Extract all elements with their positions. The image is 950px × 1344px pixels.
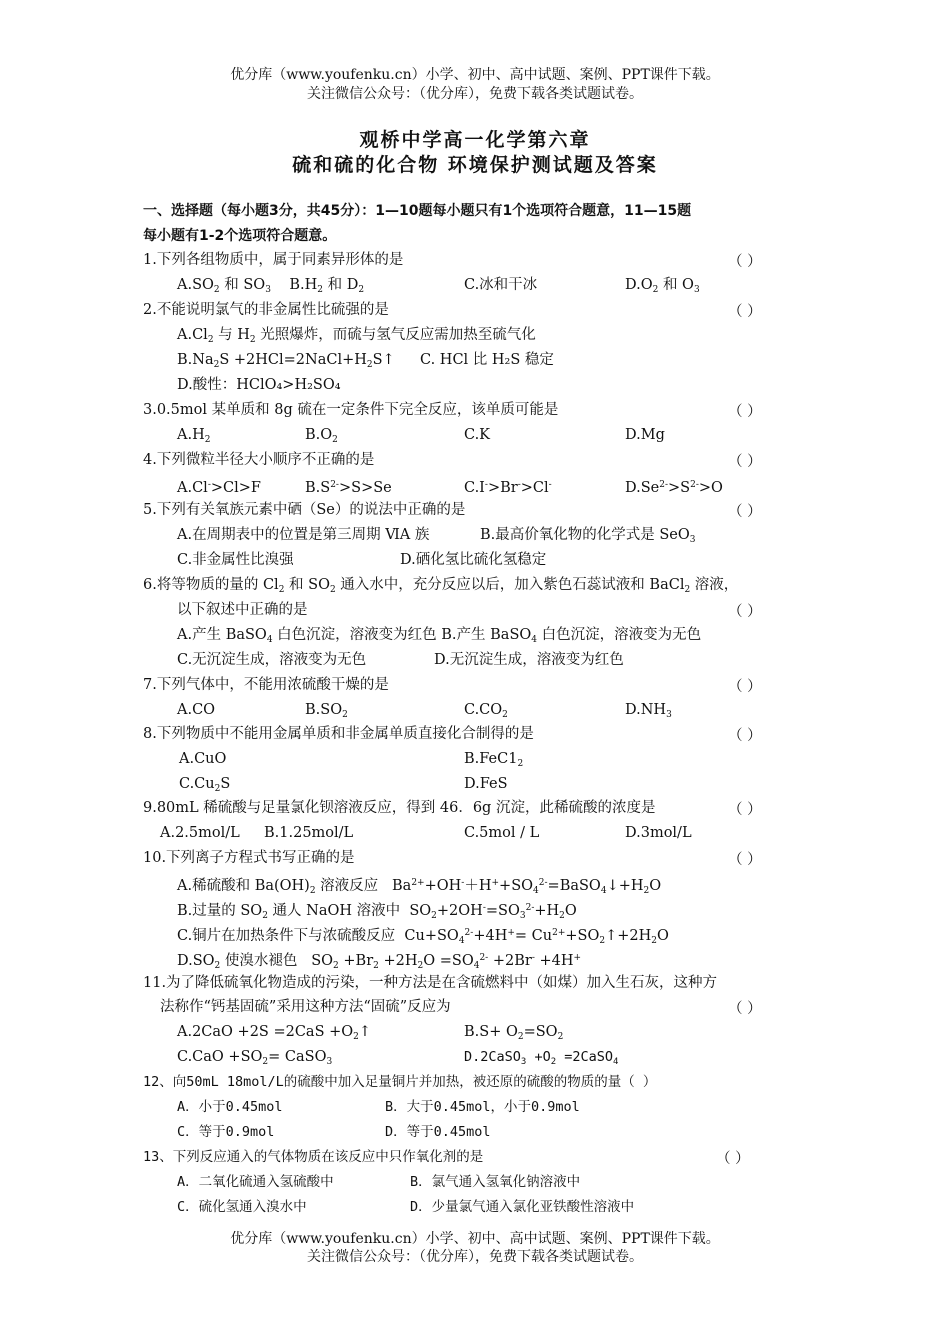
question-5: 5.下列有关氧族元素中硒（Se）的说法中正确的是 [143,502,466,518]
q11-option-b: $B.S+ O_2=SO_2$ [464,1024,564,1042]
q10-option-d: $D.SO_2$ 使溴水褪色 $SO_2 +Br_2 +2H_2O =SO_4^{2-} +2Br^- +4H^+$ [177,953,582,971]
q4-option-c: C.I->Br->Cl- [464,480,552,496]
q4-option-a: A.Cl->Cl>F [177,480,261,496]
answer-bracket: （ ） [728,604,762,620]
question-12: 12、向50mL 18mol/L的硫酸中加入足量铜片并加热，被还原的硫酸的物质的量（ ） [143,1074,657,1090]
q1-option-c: C.冰和干冰 [464,277,538,293]
q9-option-c: C.5mol / L [464,825,540,841]
question-11: 11.为了降低硫氧化物造成的污染，一种方法是在含硫燃料中（如煤）加入生石灰，这种方 [143,975,718,991]
question-7: 7.下列气体中，不能用浓硫酸干燥的是 [143,677,389,693]
question-9: 9.80mL 稀硫酸与足量氯化钡溶液反应，得到 46．6g 沉淀，此稀硫酸的浓度是 [143,800,656,816]
footer-line-2: 关注微信公众号：（优分库），免费下载各类试题试卷。 [307,1249,643,1265]
q5-option-a: A.在周期表中的位置是第三周期 ⅥA 族 [177,527,430,543]
q4-option-d: $D.Se^{2-}>S^{2-}>O$ [625,480,723,496]
answer-bracket: （ ） [728,728,762,744]
header-line-2: 关注微信公众号：（优分库），免费下载各类试题试卷。 [307,86,643,102]
answer-bracket: （ ） [728,454,762,470]
question-4: 4.下列微粒半径大小顺序不正确的是 [143,452,375,468]
q13-option-c: C．硫化氢通入溴水中 [177,1199,307,1215]
q3-option-a: $A.H_2$ [177,427,211,445]
q8-option-c: $C.Cu_2S$ [179,776,231,794]
question-11-cont: 法称作“钙基固硫”采用这种方法“固硫”反应为 [160,999,451,1015]
question-3: 3.0.5mol 某单质和 8g 硫在一定条件下完全反应，该单质可能是 [143,402,559,418]
q13-option-a: A．二氧化硫通入氢硫酸中 [177,1174,334,1190]
question-6-cont: 以下叙述中正确的是 [177,602,308,618]
q9-option-d: D.3mol/L [625,825,692,841]
page-title: 观桥中学高一化学第六章 [359,129,591,151]
footer-line-1: 优分库（www.youfenku.cn）小学、初中、高中试题、案例、PPT课件下载。 [230,1231,720,1247]
q3-option-b: $B.O_2$ [305,427,338,445]
question-13: 13、下列反应通入的气体物质在该反应中只作氧化剂的是 [143,1149,484,1165]
q11-option-c: $C.CaO +SO_2=$ CaSO$_3$ [177,1049,333,1067]
q12-option-a: A．小于0.45mol [177,1099,283,1115]
q13-option-b: B．氯气通入氢氧化钠溶液中 [410,1174,581,1190]
q3-option-d: D.Mg [625,427,665,443]
q1-option-d: $D.O_2$ 和 $O_3$ [625,277,700,295]
q2-option-d: D.酸性：HClO₄>H₂SO₄ [177,377,341,393]
answer-bracket: （ ） [728,852,762,868]
q2-option-a: $A.Cl_2$ 与 $H_2$ 光照爆炸，而硫与氢气反应需加热至硫气化 [177,327,536,345]
q13-option-d: D．少量氯气通入氯化亚铁酸性溶液中 [410,1199,635,1215]
answer-bracket: （ ） [728,404,762,420]
answer-bracket: （ ） [716,1151,750,1167]
question-1: 1.下列各组物质中，属于同素异形体的是 [143,252,404,268]
q7-option-b: $B.SO_2$ [305,702,348,720]
q6-option-a: A.产生 BaSO$_4$ 白色沉淀，溶液变为红色 B.产生 BaSO$_4$ 白色沉淀，溶液变为无色 [177,627,702,645]
question-2: 2.不能说明氯气的非金属性比硫强的是 [143,302,389,318]
q12-option-b: B．大于0.45mol，小于0.9mol [385,1099,580,1115]
question-8: 8.下列物质中不能用金属单质和非金属单质直接化合制得的是 [143,726,534,742]
q4-option-b: $B.S^{2-}>S>Se$ [305,480,392,496]
q2-option-c: C. HCl 比 H₂S 稳定 [420,352,554,368]
q2-option-b: $B.Na_2S$ $+2HCl=2NaCl+H_2S↑$ [177,352,395,370]
section-heading-cont: 每小题有1-2个选项符合题意。 [143,228,337,244]
q3-option-c: C.K [464,427,491,443]
question-10: 10.下列离子方程式书写正确的是 [143,850,355,866]
answer-bracket: （ ） [728,679,762,695]
q11-option-d: D.2CaSO$_3$ $+O_2$ =2CaSO$_4$ [464,1049,619,1067]
page-subtitle: 硫和硫的化合物 环境保护测试题及答案 [292,154,658,176]
q8-option-a: A.CuO [179,751,227,767]
question-6: 6.将等物质的量的 $Cl_2$ 和 $SO_2$ 通入水中，充分反应以后，加入紫色石蕊试液和 BaCl$_2$ 溶液， [143,577,739,595]
q10-option-b: B.过量的 $SO_2$ 通人 NaOH 溶液中 $SO_2+2OH^-=SO_3^{2-}+H_2O$ [177,903,577,921]
answer-bracket: （ ） [728,802,762,818]
q12-option-c: C．等于0.9mol [177,1124,275,1140]
q8-option-d: D.FeS [464,776,508,792]
section-heading: 一、选择题（每小题3分，共45分）：1—10题每小题只有1个选项符合题意，11—15题 [143,203,692,219]
q10-option-c: C.铜片在加热条件下与浓硫酸反应 $Cu+SO_4^{2-}+4H^+=$ $Cu^{2+}+SO_2↑+2H_2O$ [177,928,669,946]
q7-option-d: $D.NH_3$ [625,702,672,720]
q1-option-a: $A.SO_2$ 和 $SO_3$ $B.H_2$ 和 $D_2$ [177,277,365,295]
q6-option-c: C.无沉淀生成，溶液变为无色 [177,652,367,668]
q11-option-a: $A.2CaO +2S =2CaS +O_2↑$ [177,1024,372,1042]
q8-option-b: $B.FeC1_2$ [464,751,524,769]
q5-option-b: B.最高价氧化物的化学式是 SeO$_3$ [480,527,696,545]
q7-option-c: $C.CO_2$ [464,702,508,720]
answer-bracket: （ ） [728,1001,762,1017]
q9-option-b: B.1.25mol/L [264,825,354,841]
q12-option-d: D．等于0.45mol [385,1124,491,1140]
q9-option-a: A.2.5mol/L [160,825,240,841]
q5-option-d: D.硒化氢比硫化氢稳定 [400,552,547,568]
q6-option-d: D.无沉淀生成，溶液变为红色 [434,652,624,668]
q7-option-a: A.CO [177,702,216,718]
answer-bracket: （ ） [728,254,762,270]
answer-bracket: （ ） [728,304,762,320]
q5-option-c: C.非金属性比溴强 [177,552,294,568]
q10-option-a: A.稀硫酸和 $Ba(OH)_2$ 溶液反应 $Ba^{2+}+OH^-+H^++SO_4^{2-}=BaSO_4↓+H_2O$ [177,878,662,896]
answer-bracket: （ ） [728,504,762,520]
header-line-1: 优分库（www.youfenku.cn）小学、初中、高中试题、案例、PPT课件下载。 [230,67,720,83]
